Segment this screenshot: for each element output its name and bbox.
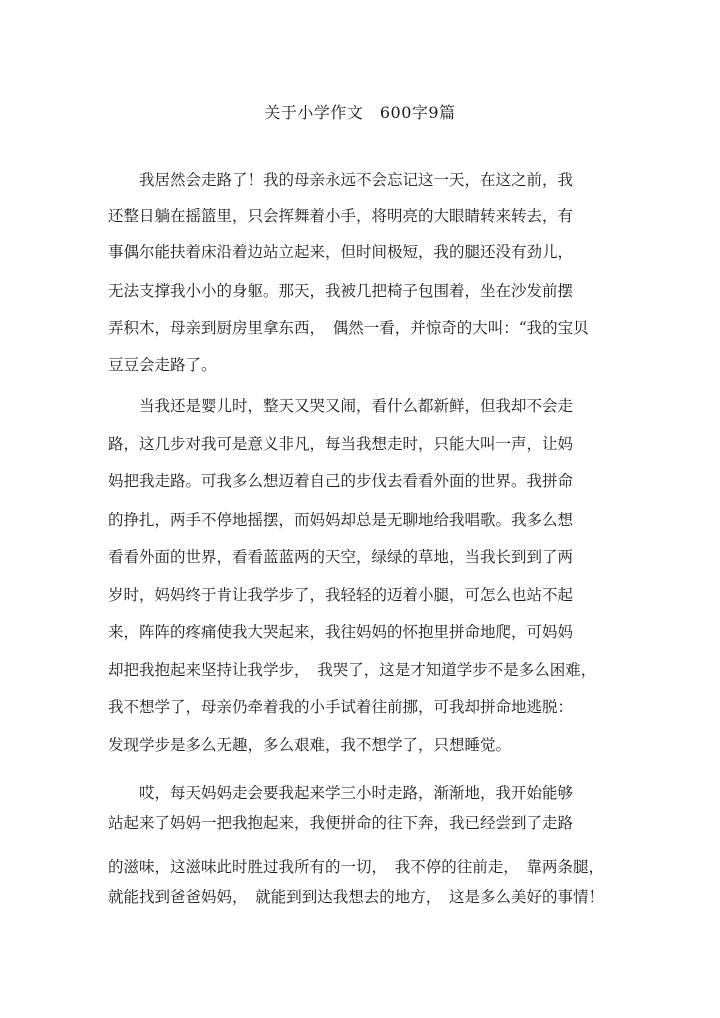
text-line: 当我还是婴儿时，整天又哭又闹，看什么都新鲜，但我却不会走 [139, 397, 574, 415]
text-line: 我不想学了，母亲仍牵着我的小手试着往前挪，可我却拼命地逃脱： [108, 698, 574, 716]
text-line: 弄积木，母亲到厨房里拿东西， 偶然一看，并惊奇的大叫：“我的宝贝 [108, 319, 589, 337]
text-line: 无法支撑我小小的身躯。那天，我被几把椅子包围着，坐在沙发前摆 [108, 282, 574, 300]
text-line: 发现学步是多么无趣，多么艰难，我不想学了，只想睡觉。 [108, 736, 512, 754]
text-line: 路，这几步对我可是意义非凡，每当我想走时，只能大叫一声，让妈 [108, 435, 574, 453]
text-line: 站起来了妈妈一把我抱起来，我便拼命的往下奔，我已经尝到了走路 [108, 814, 574, 832]
text-line: 就能找到爸爸妈妈， 就能到到达我想去的地方， 这是多么美好的事情！ [108, 888, 605, 906]
text-line: 哎，每天妈妈走会要我起来学三小时走路，渐渐地，我开始能够 [139, 784, 574, 802]
text-line: 事偶尔能扶着床沿着边站立起来，但时间极短，我的腿还没有劲儿， [108, 243, 574, 261]
text-line: 还整日躺在摇篮里，只会挥舞着小手，将明亮的大眼睛转来转去，有 [108, 207, 574, 225]
text-line: 岁时，妈妈终于肯让我学步了，我轻轻的迈着小腿，可怎么也站不起 [108, 586, 574, 604]
text-line: 妈把我走路。可我多么想迈着自己的步伐去看看外面的世界。我拼命 [108, 472, 574, 490]
text-line: 的滋味，这滋味此时胜过我所有的一切， 我不停的往前走， 靠两条腿， [108, 858, 605, 876]
document-title: 关于小学作文 600字9篇 [264, 103, 456, 122]
text-line: 我居然会走路了！我的母亲永远不会忘记这一天，在这之前，我 [139, 171, 574, 189]
text-line: 来，阵阵的疼痛使我大哭起来，我往妈妈的怀抱里拼命地爬，可妈妈 [108, 623, 574, 641]
text-line: 豆豆会走路了。 [108, 356, 217, 374]
text-line: 看看外面的世界，看看蓝蓝两的天空，绿绿的草地，当我长到到了两 [108, 548, 574, 566]
text-line: 却把我抱起来坚持让我学步， 我哭了，这是才知道学步不是多么困难， [108, 661, 597, 679]
text-line: 的挣扎，两手不停地摇摆，而妈妈却总是无聊地给我唱歌。我多么想 [108, 511, 574, 529]
